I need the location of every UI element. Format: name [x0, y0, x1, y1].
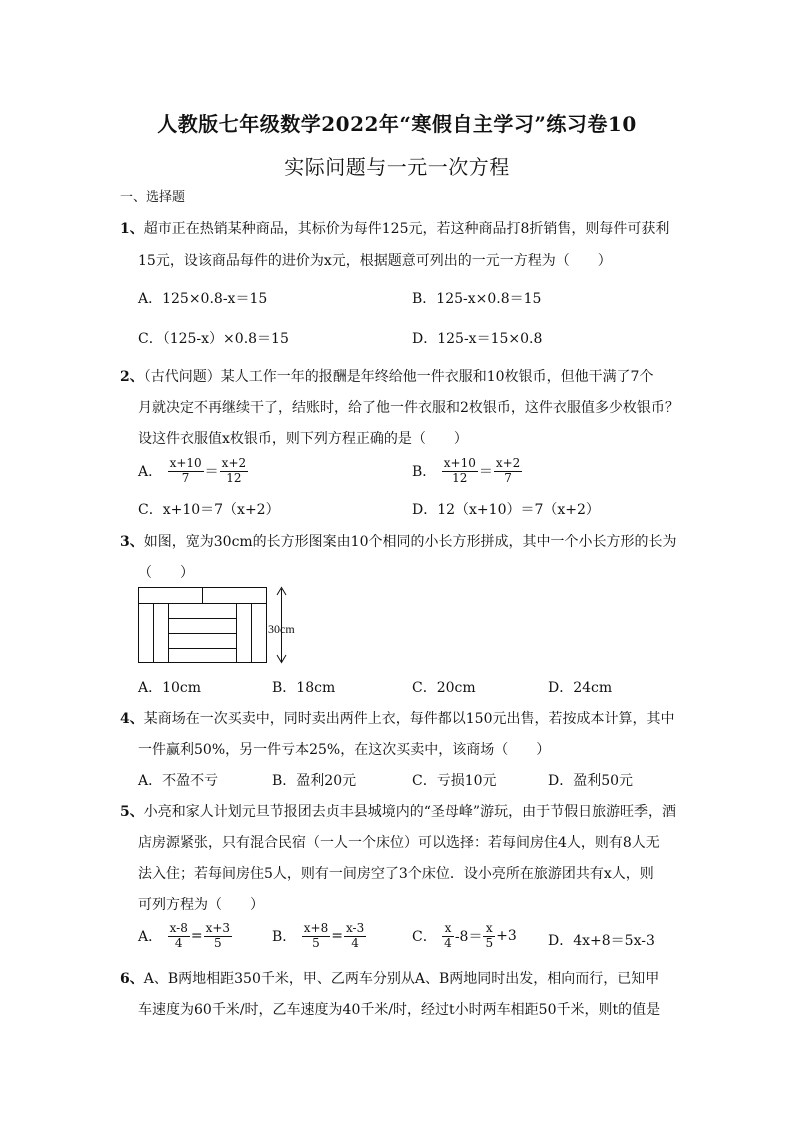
- q2-option-b: [412, 457, 523, 486]
- q5-a-equals: =: [190, 928, 203, 945]
- q5-a-denominator-2: 5: [213, 935, 222, 950]
- q3-line-1: [120, 531, 677, 551]
- q2-b-equals: ＝: [478, 464, 493, 481]
- q2-b-fraction-2: [494, 457, 522, 486]
- q1-option-a: A．125×0.8-x＝15: [138, 291, 268, 307]
- q2-b-denominator-1: 12: [452, 470, 468, 485]
- q5-c-numerator-2: x: [483, 922, 495, 937]
- q2-number: 2、: [120, 369, 144, 385]
- q5-b-equals: =: [331, 928, 343, 945]
- q5-option-a: [138, 922, 233, 951]
- q3-number: 3、: [120, 534, 144, 550]
- q1-option-d: D．125-x＝15×0.8: [412, 331, 543, 347]
- q2-b-numerator-1: x+10: [443, 456, 476, 470]
- q5-a-fraction-1: [168, 922, 190, 951]
- q2-option-d: D．12（x+10）＝7（x+2）: [412, 502, 600, 518]
- q3-option-c: C．20cm: [412, 680, 476, 696]
- q2-a-equals: ＝: [204, 464, 219, 481]
- q4-option-a: A．不盈不亏: [138, 773, 219, 789]
- q3-line-2: （ ）: [138, 565, 194, 581]
- q5-c-numerator-1: x: [442, 922, 454, 937]
- q5-c-fraction-2: [483, 922, 495, 951]
- q2-a-denominator-2: 12: [226, 470, 242, 485]
- q3-option-a: A．10cm: [138, 680, 202, 696]
- section-heading: 一、选择题: [120, 190, 186, 205]
- q5-a-denominator-1: 4: [174, 935, 183, 950]
- q5-number: 5、: [120, 804, 144, 820]
- q6-line-1: [120, 968, 659, 988]
- q1-text-1: 超市正在热销某种商品，其标价为每件125元，若这种商品打8折销售，则每件可获利: [143, 221, 670, 237]
- q5-a-label: A．: [138, 929, 163, 946]
- q1-number: 1、: [120, 221, 144, 237]
- q2-b-numerator-2: x+2: [495, 456, 521, 470]
- q3-option-d: D．24cm: [548, 680, 613, 696]
- q6-line-2: 车速度为60千米/时，乙车速度为40千米/时，经过t小时两车相距50千米，则t的值是: [138, 1002, 661, 1018]
- title-line-1: 人教版七年级数学2022年“寒假自主学习”练习卷10: [157, 112, 637, 136]
- q4-option-b: B．盈利20元: [272, 773, 357, 789]
- q2-option-c: C．x+10＝7（x+2）: [138, 502, 280, 518]
- rectangle-figure: [138, 586, 308, 668]
- title-line-2: 实际问题与一元一次方程: [284, 155, 510, 179]
- q4-line-2: 一件赢利50%，另一件亏本25%，在这次买卖中，该商场（ ）: [138, 742, 551, 758]
- q3-option-b: B．18cm: [272, 680, 336, 696]
- q5-b-numerator-1: x+8: [303, 921, 329, 935]
- q3-text-1: 如图，宽为30cm的长方形图案由10个相同的小长方形拼成，其中一个小长方形的长为: [143, 534, 677, 550]
- q5-c-tail: +3: [496, 928, 517, 945]
- q2-a-numerator-2: x+2: [221, 456, 247, 470]
- dimension-label: 30cm: [268, 622, 295, 636]
- q5-option-d: D．4x+8＝5x-3: [548, 933, 655, 949]
- q5-b-label: B．: [272, 929, 297, 946]
- q2-a-fraction-1: [168, 457, 204, 486]
- q5-b-numerator-2: x-3: [345, 921, 365, 935]
- q2-b-fraction-1: [442, 457, 478, 486]
- q2-line-3: 设这件衣服值x枚银币，则下列方程正确的是（ ）: [138, 431, 468, 447]
- q5-c-denominator-2: 5: [485, 935, 494, 950]
- q5-a-numerator-1: x-8: [169, 921, 188, 935]
- q5-b-denominator-2: 4: [351, 935, 359, 950]
- q2-b-denominator-2: 7: [504, 470, 512, 485]
- q2-a-label: A．: [138, 464, 163, 481]
- q2-line-2: 月就决定不再继续干了，结账时，给了他一件衣服和2枚银币，这件衣服值多少枚银币？: [138, 400, 679, 416]
- q5-line-2: 店房源紧张，只有混合民宿（一人一个床位）可以选择：若每间房住4人，则有8人无: [138, 835, 660, 851]
- q5-b-fraction-1: [302, 922, 330, 951]
- q5-line-4: 可列方程为（ ）: [138, 897, 264, 913]
- q1-option-c: C．（125-x）×0.8＝15: [138, 331, 289, 347]
- q1-option-b: B．125-x×0.8＝15: [412, 291, 542, 307]
- q5-c-denominator-1: 4: [444, 935, 452, 950]
- q5-line-1: [120, 801, 676, 821]
- q5-option-c: [412, 922, 517, 951]
- q5-a-fraction-2: [204, 922, 232, 951]
- q5-line-3: 法入住；若每间房住5人，则有一间房空了3个床位．设小亮所在旅游团共有x人，则: [138, 866, 654, 882]
- q2-line-1: [120, 366, 653, 386]
- q5-c-fraction-1: [442, 922, 454, 951]
- q2-a-fraction-2: [220, 457, 248, 486]
- q5-text-1: 小亮和家人计划元旦节报团去贞丰县城境内的“圣母峰”游玩，由于节假日旅游旺季，酒: [143, 804, 677, 820]
- q6-number: 6、: [120, 971, 144, 987]
- q5-b-denominator-1: 5: [312, 935, 320, 950]
- q4-option-d: D．盈利50元: [548, 773, 634, 789]
- q6-text-1: A、B两地相距350千米，甲、乙两车分别从A、B两地同时出发，相向而行，已知甲: [143, 971, 660, 987]
- q2-text-1: （古代问题）某人工作一年的报酬是年终给他一件衣服和10枚银币，但他干满了7个: [143, 369, 654, 385]
- q5-a-numerator-2: x+3: [205, 921, 231, 935]
- q5-b-fraction-2: [344, 922, 366, 951]
- q4-text-1: 某商场在一次买卖中，同时卖出两件上衣，每件都以150元出售，若按成本计算，其中: [143, 711, 675, 727]
- q4-number: 4、: [120, 711, 144, 727]
- q1-line-2: 15元，设该商品每件的进价为x元，根据题意可列出的一元一方程为（ ）: [138, 253, 612, 269]
- q2-a-denominator-1: 7: [181, 470, 190, 485]
- q5-c-label: C．: [412, 929, 437, 946]
- q2-b-label: B．: [412, 464, 437, 481]
- q1-line-1: [120, 218, 669, 238]
- q4-option-c: C．亏损10元: [412, 773, 497, 789]
- q4-line-1: [120, 708, 674, 728]
- q2-a-numerator-1: x+10: [169, 456, 202, 470]
- q5-c-middle: -8＝: [454, 929, 483, 946]
- q2-option-a: [138, 457, 249, 486]
- q5-option-b: [272, 922, 367, 951]
